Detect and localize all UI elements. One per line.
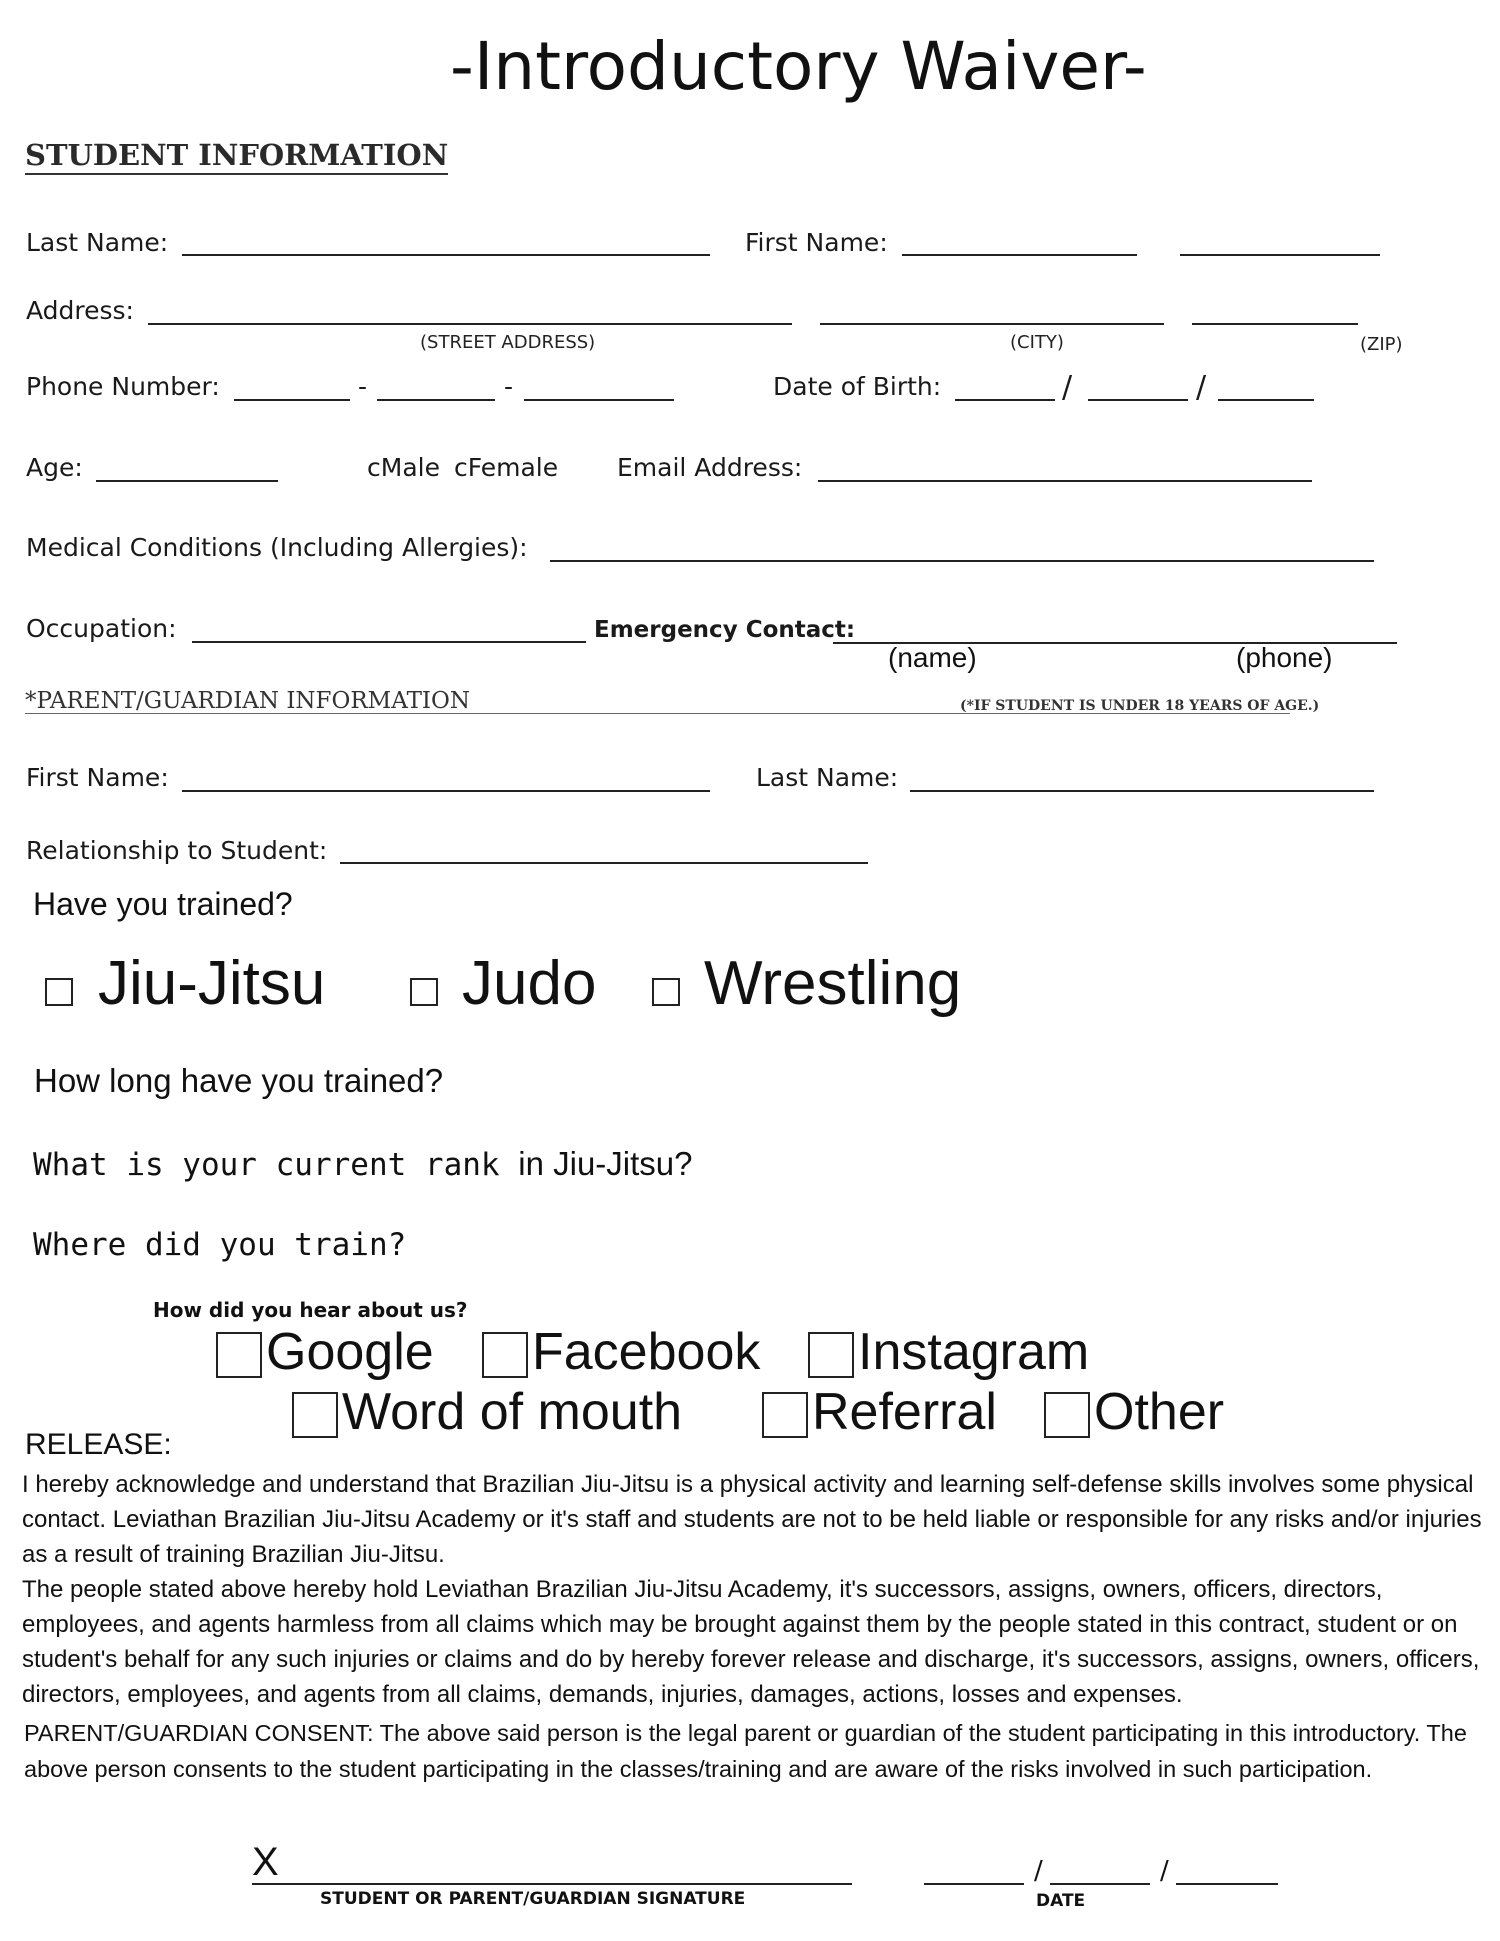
jiu-jitsu-checkbox[interactable] (45, 978, 73, 1006)
google-label: Google (266, 1323, 434, 1381)
dob-year-field[interactable] (1218, 399, 1314, 401)
judo-checkbox[interactable] (410, 978, 438, 1006)
wrestling-checkbox[interactable] (652, 978, 680, 1006)
phone-prefix-field[interactable] (377, 399, 495, 401)
phone-dash: - (504, 372, 514, 401)
judo-label: Judo (462, 949, 597, 1018)
parent-last-name-label: Last Name: (756, 763, 899, 792)
referral-row-2 (292, 1382, 1252, 1444)
emergency-name-hint: (name) (888, 642, 977, 673)
instagram-label: Instagram (858, 1323, 1090, 1381)
rank-question (33, 1145, 693, 1183)
google-checkbox[interactable] (216, 1332, 262, 1378)
parent-first-name-field[interactable] (182, 790, 710, 792)
medical-label: Medical Conditions (Including Allergies): (26, 533, 528, 562)
emergency-phone-hint: (phone) (1236, 642, 1333, 673)
occupation-label: Occupation: (26, 614, 177, 643)
dob-slash: / (1196, 370, 1207, 405)
relationship-label: Relationship to Student: (26, 836, 328, 865)
dob-slash: / (1062, 370, 1073, 405)
date-slash: / (1034, 1856, 1043, 1886)
city-field[interactable] (820, 323, 1164, 325)
address-label: Address: (26, 296, 134, 325)
first-name-label: First Name: (745, 228, 888, 257)
city-hint: (CITY) (1010, 332, 1064, 353)
parent-consent-paragraph: PARENT/GUARDIAN CONSENT: The above said person is the legal parent or guardian of the student participating in this introductory. The above person consents to the student participating in the classes/training and are aware of the risks involved in such participation. (24, 1720, 1467, 1782)
parent-age-note: (*IF STUDENT IS UNDER 18 YEARS OF AGE.) (960, 698, 1320, 714)
date-label: DATE (1036, 1891, 1086, 1911)
last-name-label: Last Name: (26, 228, 169, 257)
zip-hint: (ZIP) (1360, 334, 1403, 355)
relationship-field[interactable] (340, 862, 868, 864)
dob-day-field[interactable] (1088, 399, 1188, 401)
email-field[interactable] (818, 480, 1312, 482)
age-label: Age: (26, 453, 83, 482)
referral-row-1 (216, 1322, 1116, 1384)
release-paragraph-1: I hereby acknowledge and understand that Brazilian Jiu-Jitsu is a physical activity and learning self-defense skills involves some physical contact. Leviathan Brazilian Jiu-Jitsu Academy or it's staff and students are not to be held liable or responsible for any risks and/or injuries as a result of training Brazilian Jiu-Jitsu. (22, 1471, 1482, 1568)
date-month-field[interactable] (924, 1883, 1024, 1885)
phone-area-field[interactable] (234, 399, 350, 401)
wrestling-label: Wrestling (704, 949, 962, 1018)
occupation-field[interactable] (192, 641, 586, 643)
instagram-checkbox[interactable] (808, 1332, 854, 1378)
jiu-jitsu-label: Jiu-Jitsu (98, 949, 326, 1018)
parent-first-name-label: First Name: (26, 763, 169, 792)
trained-question: Have you trained? (33, 886, 293, 922)
other-checkbox[interactable] (1044, 1392, 1090, 1438)
how-long-question: How long have you trained? (34, 1062, 444, 1099)
date-year-field[interactable] (1176, 1883, 1278, 1885)
word-of-mouth-label: Word of mouth (342, 1383, 683, 1441)
email-label: Email Address: (617, 453, 803, 482)
date-slash: / (1160, 1856, 1169, 1886)
referral-checkbox[interactable] (762, 1392, 808, 1438)
page-title: -Introductory Waiver- (450, 28, 1147, 105)
phone-dash: - (358, 372, 368, 401)
phone-label: Phone Number: (26, 372, 220, 401)
zip-field[interactable] (1192, 323, 1358, 325)
student-info-heading: STUDENT INFORMATION (25, 138, 448, 175)
referral-label: Referral (812, 1383, 997, 1441)
facebook-label: Facebook (532, 1323, 761, 1381)
street-address-hint: (STREET ADDRESS) (420, 332, 596, 353)
first-name-extra-field[interactable] (1180, 254, 1380, 256)
last-name-field[interactable] (182, 254, 710, 256)
parent-info-heading: *PARENT/GUARDIAN INFORMATION (25, 688, 470, 714)
parent-last-name-field[interactable] (910, 790, 1374, 792)
signature-label: STUDENT OR PARENT/GUARDIAN SIGNATURE (320, 1889, 746, 1909)
release-paragraph-2: The people stated above hereby hold Leviathan Brazilian Jiu-Jitsu Academy, it's successors, assigns, owners, officers, directors, employees, and agents harmless from all claims which may be brought against them by the people stated in this contract, student or on student's behalf for any such injuries or claims and do by hereby forever release and discharge, it's successors, assigns, owners, officers, directors, employees, and agents from all claims, demands, injuries, damages, actions, losses and expenses. (22, 1576, 1480, 1708)
date-day-field[interactable] (1050, 1883, 1150, 1885)
other-label: Other (1094, 1383, 1225, 1441)
facebook-checkbox[interactable] (482, 1332, 528, 1378)
dob-label: Date of Birth: (773, 372, 942, 401)
signature-field[interactable] (252, 1883, 852, 1885)
dob-month-field[interactable] (955, 399, 1055, 401)
rank-question-prefix: What is your current rank (33, 1147, 519, 1183)
age-field[interactable] (96, 480, 278, 482)
first-name-field[interactable] (902, 254, 1137, 256)
rank-question-suffix: in Jiu-Jitsu? (518, 1145, 693, 1182)
emergency-contact-label: Emergency Contact: (594, 617, 856, 643)
referral-question: How did you hear about us? (153, 1298, 468, 1322)
medical-field[interactable] (550, 560, 1374, 562)
street-address-field[interactable] (148, 323, 792, 325)
release-heading: RELEASE: (25, 1428, 172, 1461)
phone-line-field[interactable] (524, 399, 674, 401)
male-option[interactable]: cMale (367, 453, 440, 482)
where-question: Where did you train? (33, 1227, 407, 1263)
signature-x-mark: X (252, 1840, 279, 1884)
word-of-mouth-checkbox[interactable] (292, 1392, 338, 1438)
female-option[interactable]: cFemale (454, 453, 559, 482)
